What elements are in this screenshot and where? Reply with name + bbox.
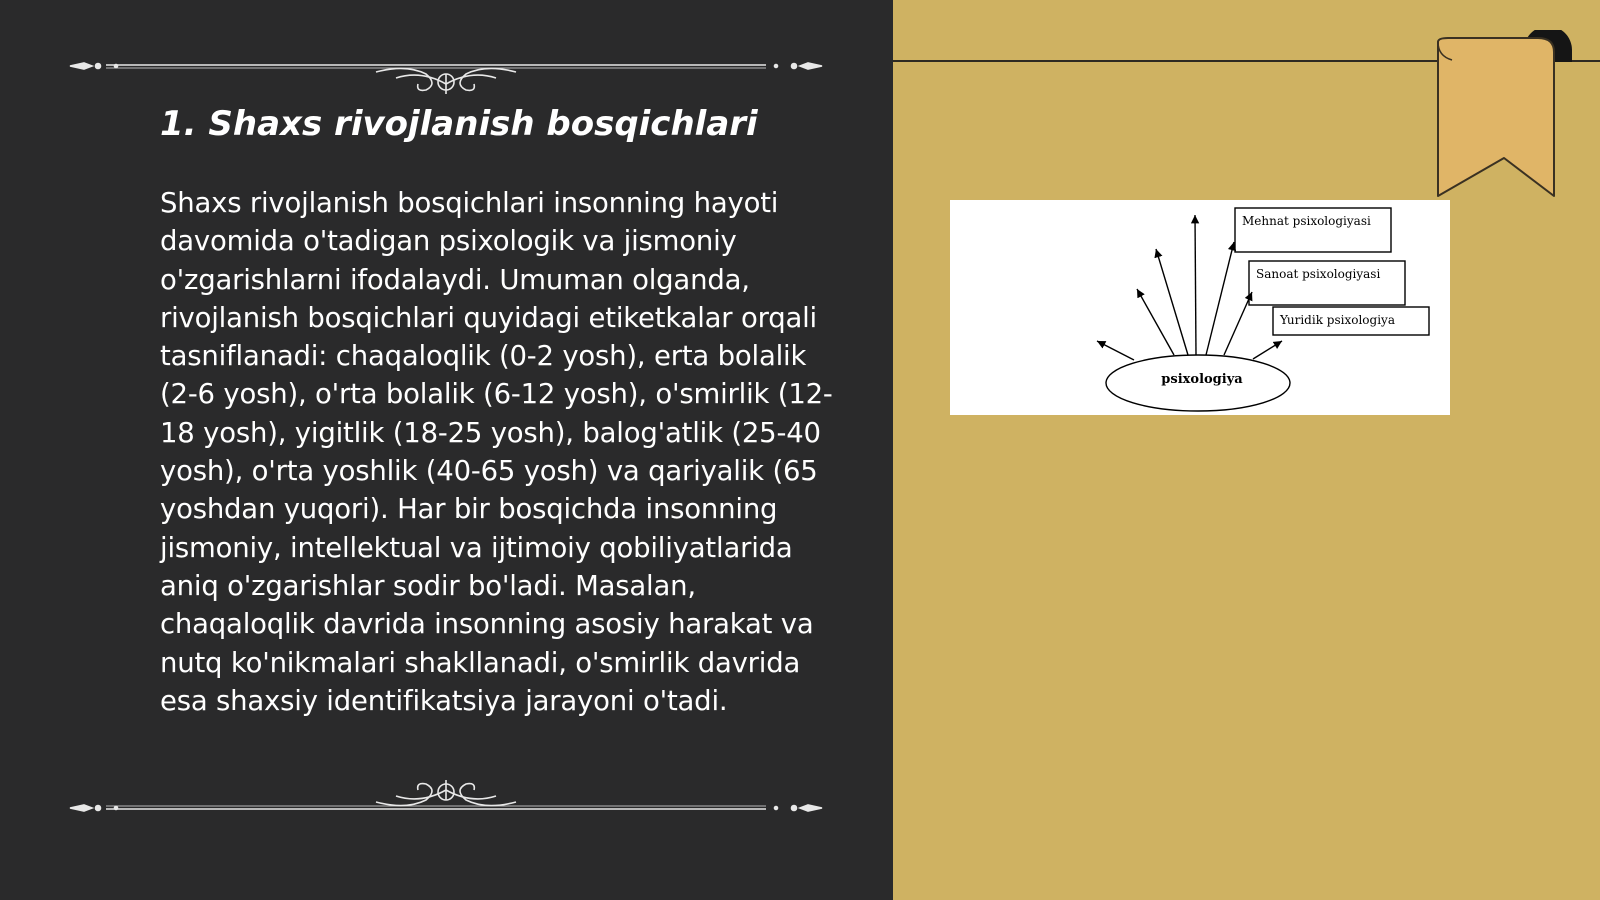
- ribbon-bookmark-icon: [1428, 30, 1588, 200]
- diagram-box-label: Sanoat psixologiyasi: [1256, 267, 1381, 281]
- diagram-box-label: Mehnat psixologiyasi: [1242, 214, 1371, 228]
- diagram-box-label: Yuridik psixologiya: [1280, 313, 1395, 327]
- slide-body-text: Shaxs rivojlanish bosqichlari insonning hayoti davomida o'tadigan psixologik va jismoniy o'zgarishlarni ifodalaydi. Umuman olganda, rivojlanish bosqichlari quyidagi etiketkalar orqali tasniflanadi: chaqaloqlik (0-2 yosh), erta bolalik (2-6 yosh), o'rta bolalik (6-12 yosh), o'smirlik (12-18 yosh), yigitlik (18-25 yosh), balog'atlik (25-40 yosh), o'rta yoshlik (40-65 yosh) va qariyalik (65 yoshdan yuqori). Har bir bosqichda insonning jismoniy, intellektual va ijtimoiy qobiliyatlarida aniq o'zgarishlar sodir bo'ladi. Masalan, chaqaloqlik davrida insonning asosiy harakat va nutq ko'nikmalari shakllanadi, o'smirlik davrida esa shaxsiy identifikatsiya jarayoni o'tadi.: [160, 187, 833, 717]
- flourish-divider-icon: [66, 780, 826, 830]
- slide-title: 1. Shaxs rivojlanish bosqichlari: [160, 104, 758, 144]
- flourish-divider-icon: [66, 44, 826, 94]
- diagram-center-label: psixologiya: [1161, 372, 1243, 387]
- psychology-branches-diagram: [950, 200, 1450, 415]
